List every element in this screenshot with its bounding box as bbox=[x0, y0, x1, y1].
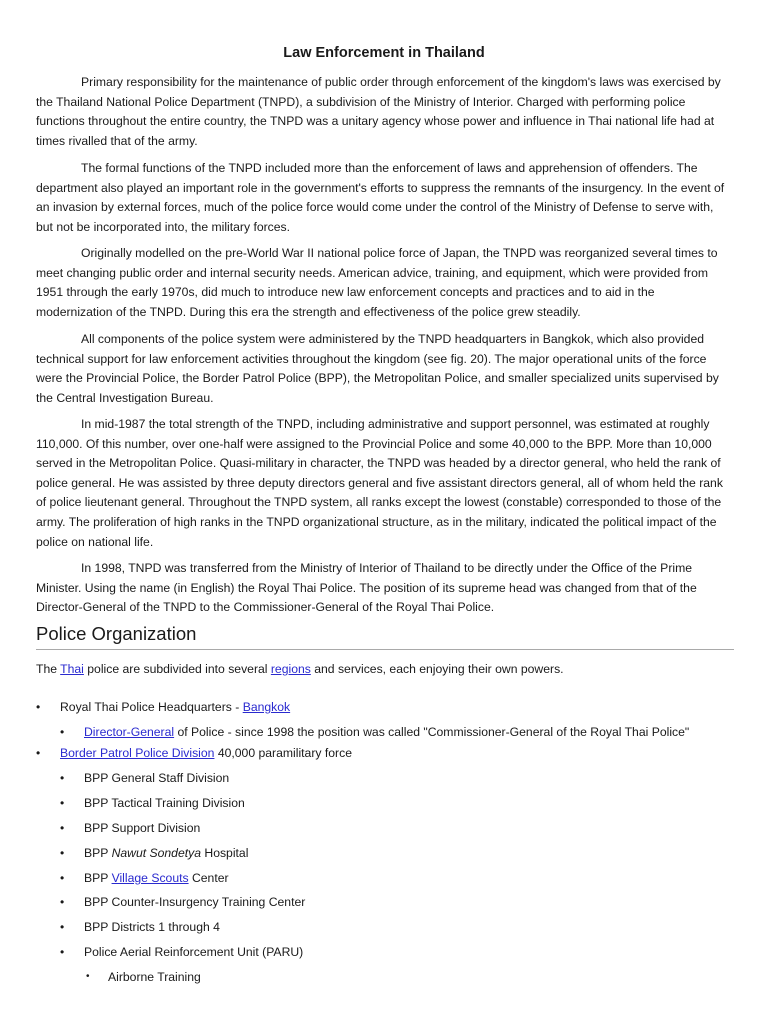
bullet: • bbox=[36, 700, 41, 714]
list-item-text: BPP bbox=[84, 846, 112, 860]
hospital-name: Nawut Sondetya bbox=[111, 846, 201, 860]
bullet: • bbox=[36, 746, 41, 760]
paragraph: All components of the police system were administered by the TNPD headquarters in Bangkok, which also provided technical support for law enforcement activities throughout the kingdom (see fig. 20). The major operational units of the force were the Provincial Police, the Border Patrol Police (BPP), the Metropolitan Police, and smaller specialized units supervised by the Central Investigation Bureau. bbox=[36, 332, 719, 405]
paragraph: The formal functions of the TNPD included more than the enforcement of laws and apprehension of offenders. The department also played an important role in the government's efforts to suppress the remnants of the insurgency. In the event of an invasion by external forces, much of the police force would come under the control of the Ministry of Defense to serve with, but not be incorporated into, the military forces. bbox=[36, 161, 725, 234]
list-item: BPP Tactical Training Division bbox=[84, 796, 245, 810]
list-item bbox=[84, 869, 229, 887]
bangkok-link[interactable]: Bangkok bbox=[242, 700, 291, 714]
section-intro bbox=[36, 660, 730, 678]
list-item-text: Center bbox=[188, 871, 229, 885]
bullet: • bbox=[60, 821, 65, 835]
list-item bbox=[60, 744, 352, 762]
director-general-link[interactable]: Director-General bbox=[84, 725, 175, 739]
bullet: • bbox=[60, 945, 65, 959]
bullet: • bbox=[60, 920, 65, 934]
list-item bbox=[60, 698, 290, 716]
paragraph: Primary responsibility for the maintenance of public order through enforcement of the kingdom's laws was exercised by the Thailand National Police Department (TNPD), a subdivision of the Ministry of Interior. Charged with performing police functions throughout the entire country, the TNPD was a unitary agency whose power and influence in Thai national life had at times rivalled that of the army. bbox=[36, 75, 721, 148]
list-item-text: Hospital bbox=[201, 846, 249, 860]
bullet: • bbox=[60, 771, 65, 785]
intro-text: and services, each enjoying their own powers. bbox=[310, 662, 564, 676]
regions-link[interactable]: regions bbox=[270, 662, 311, 676]
list-item bbox=[84, 723, 689, 741]
paragraph: In mid-1987 the total strength of the TNPD, including administrative and support personnel, was estimated at roughly 110,000. Of this number, over one-half were assigned to the Provincial Police and some 40,000 to the BPP. More than 10,000 served in the Metropolitan Police. Quasi-military in character, the TNPD was headed by a director general, who held the rank of police general. He was assisted by three deputy directors general and five assistant directors general, all of whom held the rank of police lieutenant general. Throughout the TNPD system, all ranks except the lowest (constable) corresponded to those of the army. The proliferation of high ranks in the TNPD organizational structure, as in the military, indicated the political impact of the police on national life. bbox=[36, 417, 723, 549]
paragraph: Originally modelled on the pre-World War II national police force of Japan, the TNPD was reorganized several times to meet changing public order and internal security needs. American advice, training, and equipment, which were provided from 1951 through the early 1970s, did much to introduce new law enforcement concepts and practices and to aid in the modernization of the TNPD. During this era the strength and effectiveness of the police grew steadily. bbox=[36, 246, 718, 319]
bullet: • bbox=[86, 971, 90, 982]
list-item-text: BPP bbox=[84, 871, 112, 885]
bullet: • bbox=[60, 846, 65, 860]
document-title: Law Enforcement in Thailand bbox=[283, 45, 485, 61]
list-item bbox=[84, 844, 248, 862]
village-scouts-link[interactable]: Village Scouts bbox=[111, 871, 189, 885]
list-item: BPP Support Division bbox=[84, 821, 201, 835]
border-patrol-police-link[interactable]: Border Patrol Police Division bbox=[60, 746, 215, 760]
intro-text: police are subdivided into several bbox=[83, 662, 271, 676]
section-heading: Police Organization bbox=[36, 622, 734, 650]
thai-link[interactable]: Thai bbox=[60, 662, 84, 676]
bullet: • bbox=[60, 871, 65, 885]
list-item: BPP General Staff Division bbox=[84, 771, 230, 785]
list-item: BPP Districts 1 through 4 bbox=[84, 920, 220, 934]
list-item: BPP Counter-Insurgency Training Center bbox=[84, 895, 306, 909]
list-item-text: 40,000 paramilitary force bbox=[214, 746, 352, 760]
paragraph: In 1998, TNPD was transferred from the Ministry of Interior of Thailand to be directly under the Office of the Prime Minister. Using the name (in English) the Royal Thai Police. The position of its supreme head was changed from that of the Director-General of the TNPD to the Commissioner-General of the Royal Thai Police. bbox=[36, 561, 697, 615]
list-item: Airborne Training bbox=[108, 970, 201, 984]
list-item-text: of Police - since 1998 the position was called "Commissioner-General of the Royal Thai Police" bbox=[174, 725, 690, 739]
intro-text: The bbox=[36, 662, 61, 676]
list-item-text: Royal Thai Police Headquarters - bbox=[60, 700, 243, 714]
bullet: • bbox=[60, 725, 65, 739]
bullet: • bbox=[60, 796, 65, 810]
bullet: • bbox=[60, 895, 65, 909]
list-item: Police Aerial Reinforcement Unit (PARU) bbox=[84, 945, 304, 959]
